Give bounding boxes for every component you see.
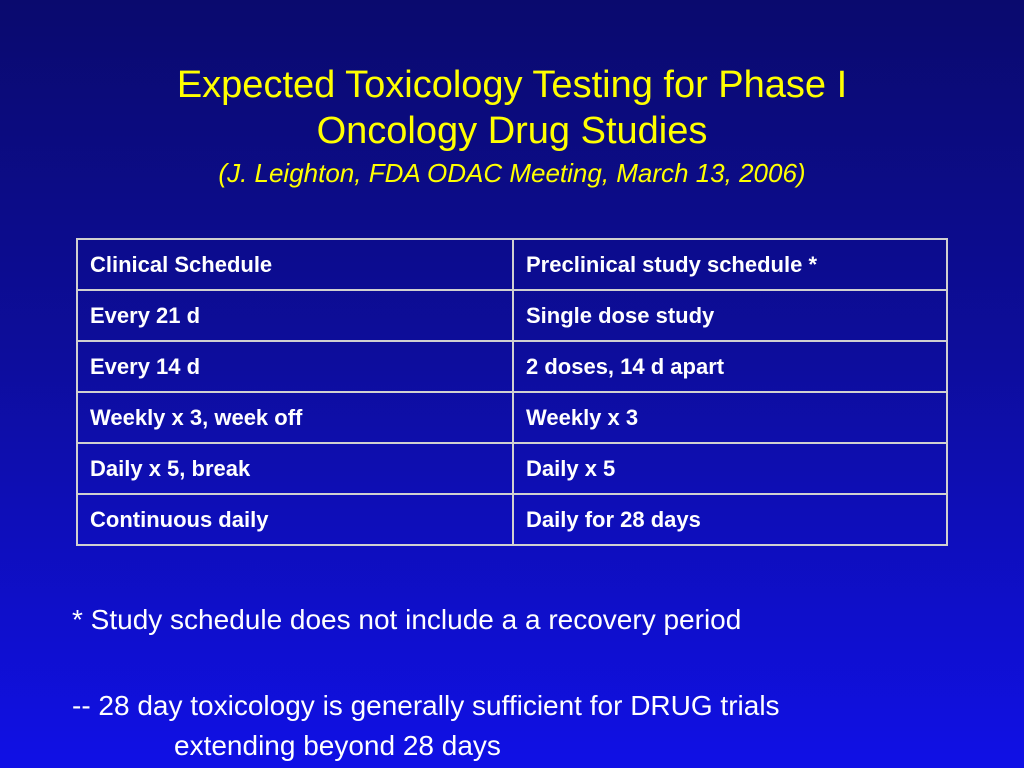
preclinical-schedule-cell: 2 doses, 14 d apart xyxy=(513,341,947,392)
slide-title-line-1: Expected Toxicology Testing for Phase I xyxy=(176,64,848,106)
table-row xyxy=(77,494,947,545)
table-row xyxy=(77,290,947,341)
header-preclinical-schedule: Preclinical study schedule * xyxy=(513,239,947,290)
table-header-row xyxy=(77,239,947,290)
preclinical-schedule-cell: Weekly x 3 xyxy=(513,392,947,443)
remark-line-2: extending beyond 28 days xyxy=(174,730,501,761)
preclinical-schedule-cell: Daily for 28 days xyxy=(513,494,947,545)
remark-line-1: -- 28 day toxicology is generally sufficient for DRUG trials xyxy=(72,690,780,721)
table-row xyxy=(77,341,947,392)
slide-title-block xyxy=(0,62,1024,190)
clinical-schedule-cell: Every 21 d xyxy=(77,290,513,341)
clinical-schedule-cell: Weekly x 3, week off xyxy=(77,392,513,443)
table-row xyxy=(77,443,947,494)
footnote: * Study schedule does not include a a recovery period xyxy=(72,604,742,635)
clinical-schedule-cell: Daily x 5, break xyxy=(77,443,513,494)
table-row xyxy=(77,392,947,443)
preclinical-schedule-cell: Daily x 5 xyxy=(513,443,947,494)
clinical-schedule-cell: Continuous daily xyxy=(77,494,513,545)
slide-title-line-2: Oncology Drug Studies xyxy=(316,110,708,152)
schedule-table xyxy=(76,238,948,546)
clinical-schedule-cell: Every 14 d xyxy=(77,341,513,392)
preclinical-schedule-cell: Single dose study xyxy=(513,290,947,341)
header-clinical-schedule: Clinical Schedule xyxy=(77,239,513,290)
slide-subtitle-citation: (J. Leighton, FDA ODAC Meeting, March 13, 2006) xyxy=(218,158,806,188)
remark-block xyxy=(72,686,780,766)
